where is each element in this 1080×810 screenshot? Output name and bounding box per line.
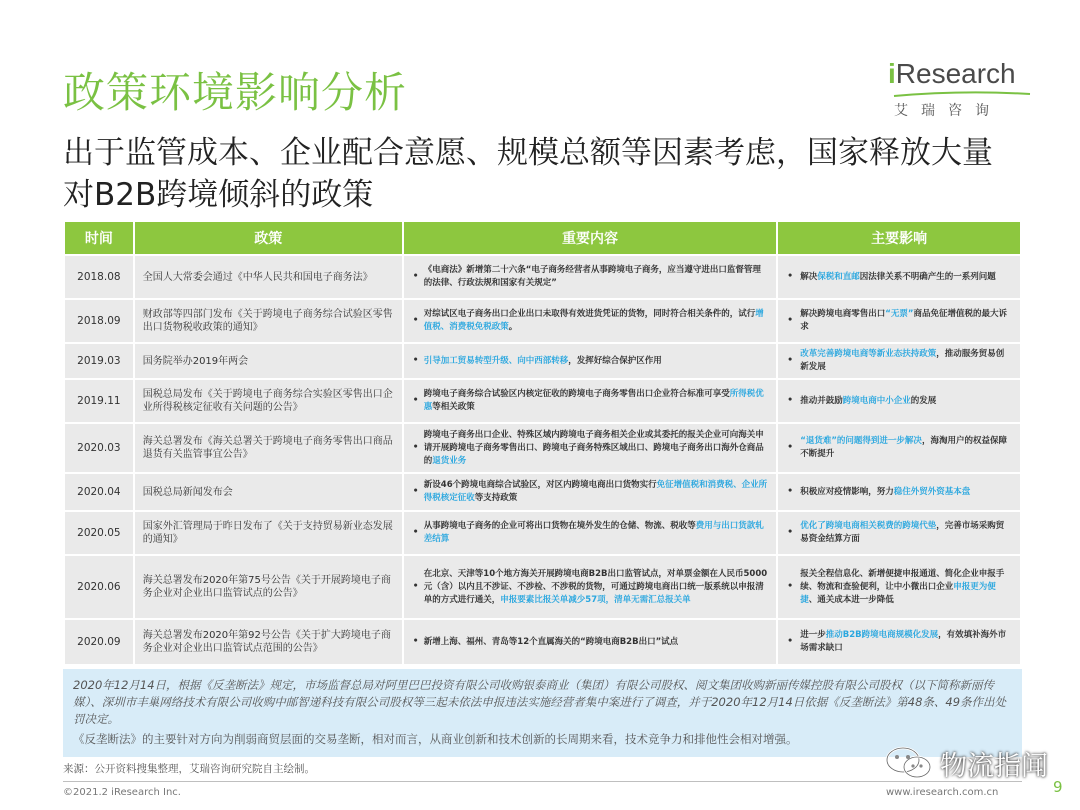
- table-header-row: [65, 222, 1020, 254]
- logo-subtitle: 艾瑞咨询: [894, 103, 1002, 119]
- table-row: [65, 424, 1020, 472]
- row-time: 2020.06: [65, 556, 133, 618]
- footer-divider: [63, 781, 1022, 782]
- bullet-icon: •: [412, 395, 419, 406]
- bullet-icon: •: [412, 442, 419, 453]
- row-impact: • 改革完善跨境电商等新业态扶持政策，推动服务贸易创新发展: [778, 344, 1020, 378]
- bullet-icon: •: [412, 527, 419, 538]
- row-content: • 跨境电子商务出口企业、特殊区域内跨境电子商务相关企业或其委托的报关企业可向海关申请开展跨境电子商务零售出口、跨境电子商务特殊区域出口、跨境电子商务出口海外仓商品的退货业务: [404, 424, 776, 472]
- row-content: • 在北京、天津等10个地方海关开展跨境电商B2B出口监管试点，对单票金额在人民币5000元（含）以内且不涉证、不涉检、不涉税的货物，可通过跨境电商出口统一版系统以申报清单的方式进行通关，申报要素比报关单减少57项，清单无需汇总报关单: [404, 556, 776, 618]
- bullet-icon: •: [412, 636, 419, 647]
- bullet-icon: •: [787, 442, 794, 453]
- table-row: [65, 344, 1020, 378]
- note-paragraph-1: 2020年12月14日，根据《反垄断法》规定，市场监督总局对阿里巴巴投资有限公司收购银泰商业（集团）有限公司股权、阅文集团收购新丽传媒控股有限公司股权（以下简称新丽传媒）、深圳市丰巢网络技术有限公司收购中邮智递科技有限公司股权等三起未依法申报违法实施经营者集中案进行了调查，并于2020年12月14日依据《反垄断法》第48条、49条作出处罚决定。: [73, 678, 1007, 726]
- bullet-icon: •: [787, 315, 794, 326]
- header-content: 重要内容: [404, 222, 776, 254]
- header-time: 时间: [65, 222, 133, 254]
- table-row: [65, 256, 1020, 298]
- row-time: 2020.04: [65, 474, 133, 510]
- bullet-icon: •: [412, 355, 419, 366]
- watermark-text: 物流指闻: [940, 751, 1048, 782]
- row-content: • 跨境电子商务综合试验区内核定征收的跨境电子商务零售出口企业符合标准可享受所得税优惠等相关政策: [404, 380, 776, 422]
- bullet-icon: •: [787, 395, 794, 406]
- table-row: [65, 474, 1020, 510]
- page-number: 9: [1053, 778, 1063, 796]
- row-policy: 国税总局新闻发布会: [135, 474, 402, 510]
- bullet-icon: •: [787, 486, 794, 497]
- row-impact: • 报关全程信息化、新增便捷申报通道、简化企业申报手续、物流和查验便利，让中小微出口企业申报更为便捷、通关成本进一步降低: [778, 556, 1020, 618]
- table-row: [65, 380, 1020, 422]
- row-impact: • 进一步推动B2B跨境电商规模化发展，有效填补海外市场需求缺口: [778, 620, 1020, 664]
- bullet-icon: •: [412, 315, 419, 326]
- iresearch-logo: [888, 58, 1038, 126]
- row-content: • 引导加工贸易转型升级、向中西部转移，发挥好综合保护区作用: [404, 344, 776, 378]
- table-row: [65, 300, 1020, 342]
- wechat-icon: [884, 745, 934, 781]
- bullet-icon: •: [787, 636, 794, 647]
- row-time: 2020.05: [65, 512, 133, 554]
- row-time: 2019.03: [65, 344, 133, 378]
- antitrust-note-box: [63, 669, 1022, 757]
- row-time: 2018.08: [65, 256, 133, 298]
- row-policy: 海关总署发布2020年第75号公告《关于开展跨境电子商务企业对企业出口监管试点的公告》: [135, 556, 402, 618]
- row-policy: 海关总署发布《海关总署关于跨境电子商务零售出口商品退货有关监管事宜公告》: [135, 424, 402, 472]
- page-title: 政策环境影响分析: [63, 68, 408, 117]
- row-impact: • 解决跨境电商零售出口“无票”商品免征增值税的最大诉求: [778, 300, 1020, 342]
- row-content: • 《电商法》新增第二十六条“电子商务经营者从事跨境电子商务，应当遵守进出口监督管理的法律、行政法规和国家有关规定”: [404, 256, 776, 298]
- row-content: • 新设46个跨境电商综合试验区，对区内跨境电商出口货物实行免征增值税和消费税、企业所得税核定征收等支持政策: [404, 474, 776, 510]
- header-policy: 政策: [135, 222, 402, 254]
- table-row: [65, 556, 1020, 618]
- row-policy: 国税总局发布《关于跨境电子商务综合实验区零售出口企业所得税核定征收有关问题的公告》: [135, 380, 402, 422]
- row-time: 2020.03: [65, 424, 133, 472]
- row-time: 2020.09: [65, 620, 133, 664]
- page-subtitle: 出于监管成本、企业配合意愿、规模总额等因素考虑，国家释放大量对B2B跨境倾斜的政策: [63, 135, 993, 213]
- bullet-icon: •: [412, 581, 419, 592]
- row-content: • 从事跨境电子商务的企业可将出口货物在境外发生的仓储、物流、税收等费用与出口货款轧差结算: [404, 512, 776, 554]
- table-row: [65, 620, 1020, 664]
- footer-url[interactable]: www.iresearch.com.cn: [886, 787, 999, 798]
- table-row: [65, 512, 1020, 554]
- bullet-icon: •: [412, 486, 419, 497]
- row-time: 2019.11: [65, 380, 133, 422]
- bullet-icon: •: [787, 355, 794, 366]
- bullet-icon: •: [412, 271, 419, 282]
- bullet-icon: •: [787, 527, 794, 538]
- wechat-watermark: [884, 743, 1054, 783]
- row-impact: • 解决保税和直邮因法律关系不明确产生的一系列问题: [778, 256, 1020, 298]
- logo-wordmark: iResearch: [888, 58, 1016, 89]
- row-impact: • 推动并鼓励跨境电商中小企业的发展: [778, 380, 1020, 422]
- row-policy: 全国人大常委会通过《中华人民共和国电子商务法》: [135, 256, 402, 298]
- bullet-icon: •: [787, 271, 794, 282]
- row-policy: 财政部等四部门发布《关于跨境电子商务综合试验区零售出口货物税收政策的通知》: [135, 300, 402, 342]
- header-impact: 主要影响: [778, 222, 1020, 254]
- policy-table: [63, 220, 1022, 666]
- row-impact: • “退货难”的问题得到进一步解决，海淘用户的权益保障不断提升: [778, 424, 1020, 472]
- row-impact: • 积极应对疫情影响，努力稳住外贸外资基本盘: [778, 474, 1020, 510]
- copyright: ©2021.2 iResearch Inc.: [63, 787, 181, 798]
- row-policy: 国务院举办2019年两会: [135, 344, 402, 378]
- row-content: • 对综试区电子商务出口企业出口未取得有效进货凭证的货物，同时符合相关条件的，试行增值税、消费税免税政策。: [404, 300, 776, 342]
- bullet-icon: •: [787, 581, 794, 592]
- note-paragraph-2: 《反垄断法》的主要针对方向为削弱商贸层面的交易垄断，相对而言，从商业创新和技术创新的长周期来看，技术竞争力和排他性会相对增强。: [73, 732, 798, 746]
- row-policy: 海关总署发布2020年第92号公告《关于扩大跨境电子商务企业对企业出口监管试点范围的公告》: [135, 620, 402, 664]
- row-impact: • 优化了跨境电商相关税费的跨境代垫，完善市场采购贸易资金结算方面: [778, 512, 1020, 554]
- source-note: 来源：公开资料搜集整理，艾瑞咨询研究院自主绘制。: [63, 763, 315, 775]
- row-policy: 国家外汇管理局于昨日发布了《关于支持贸易新业态发展的通知》: [135, 512, 402, 554]
- row-time: 2018.09: [65, 300, 133, 342]
- row-content: • 新增上海、福州、青岛等12个直属海关的“跨境电商B2B出口”试点: [404, 620, 776, 664]
